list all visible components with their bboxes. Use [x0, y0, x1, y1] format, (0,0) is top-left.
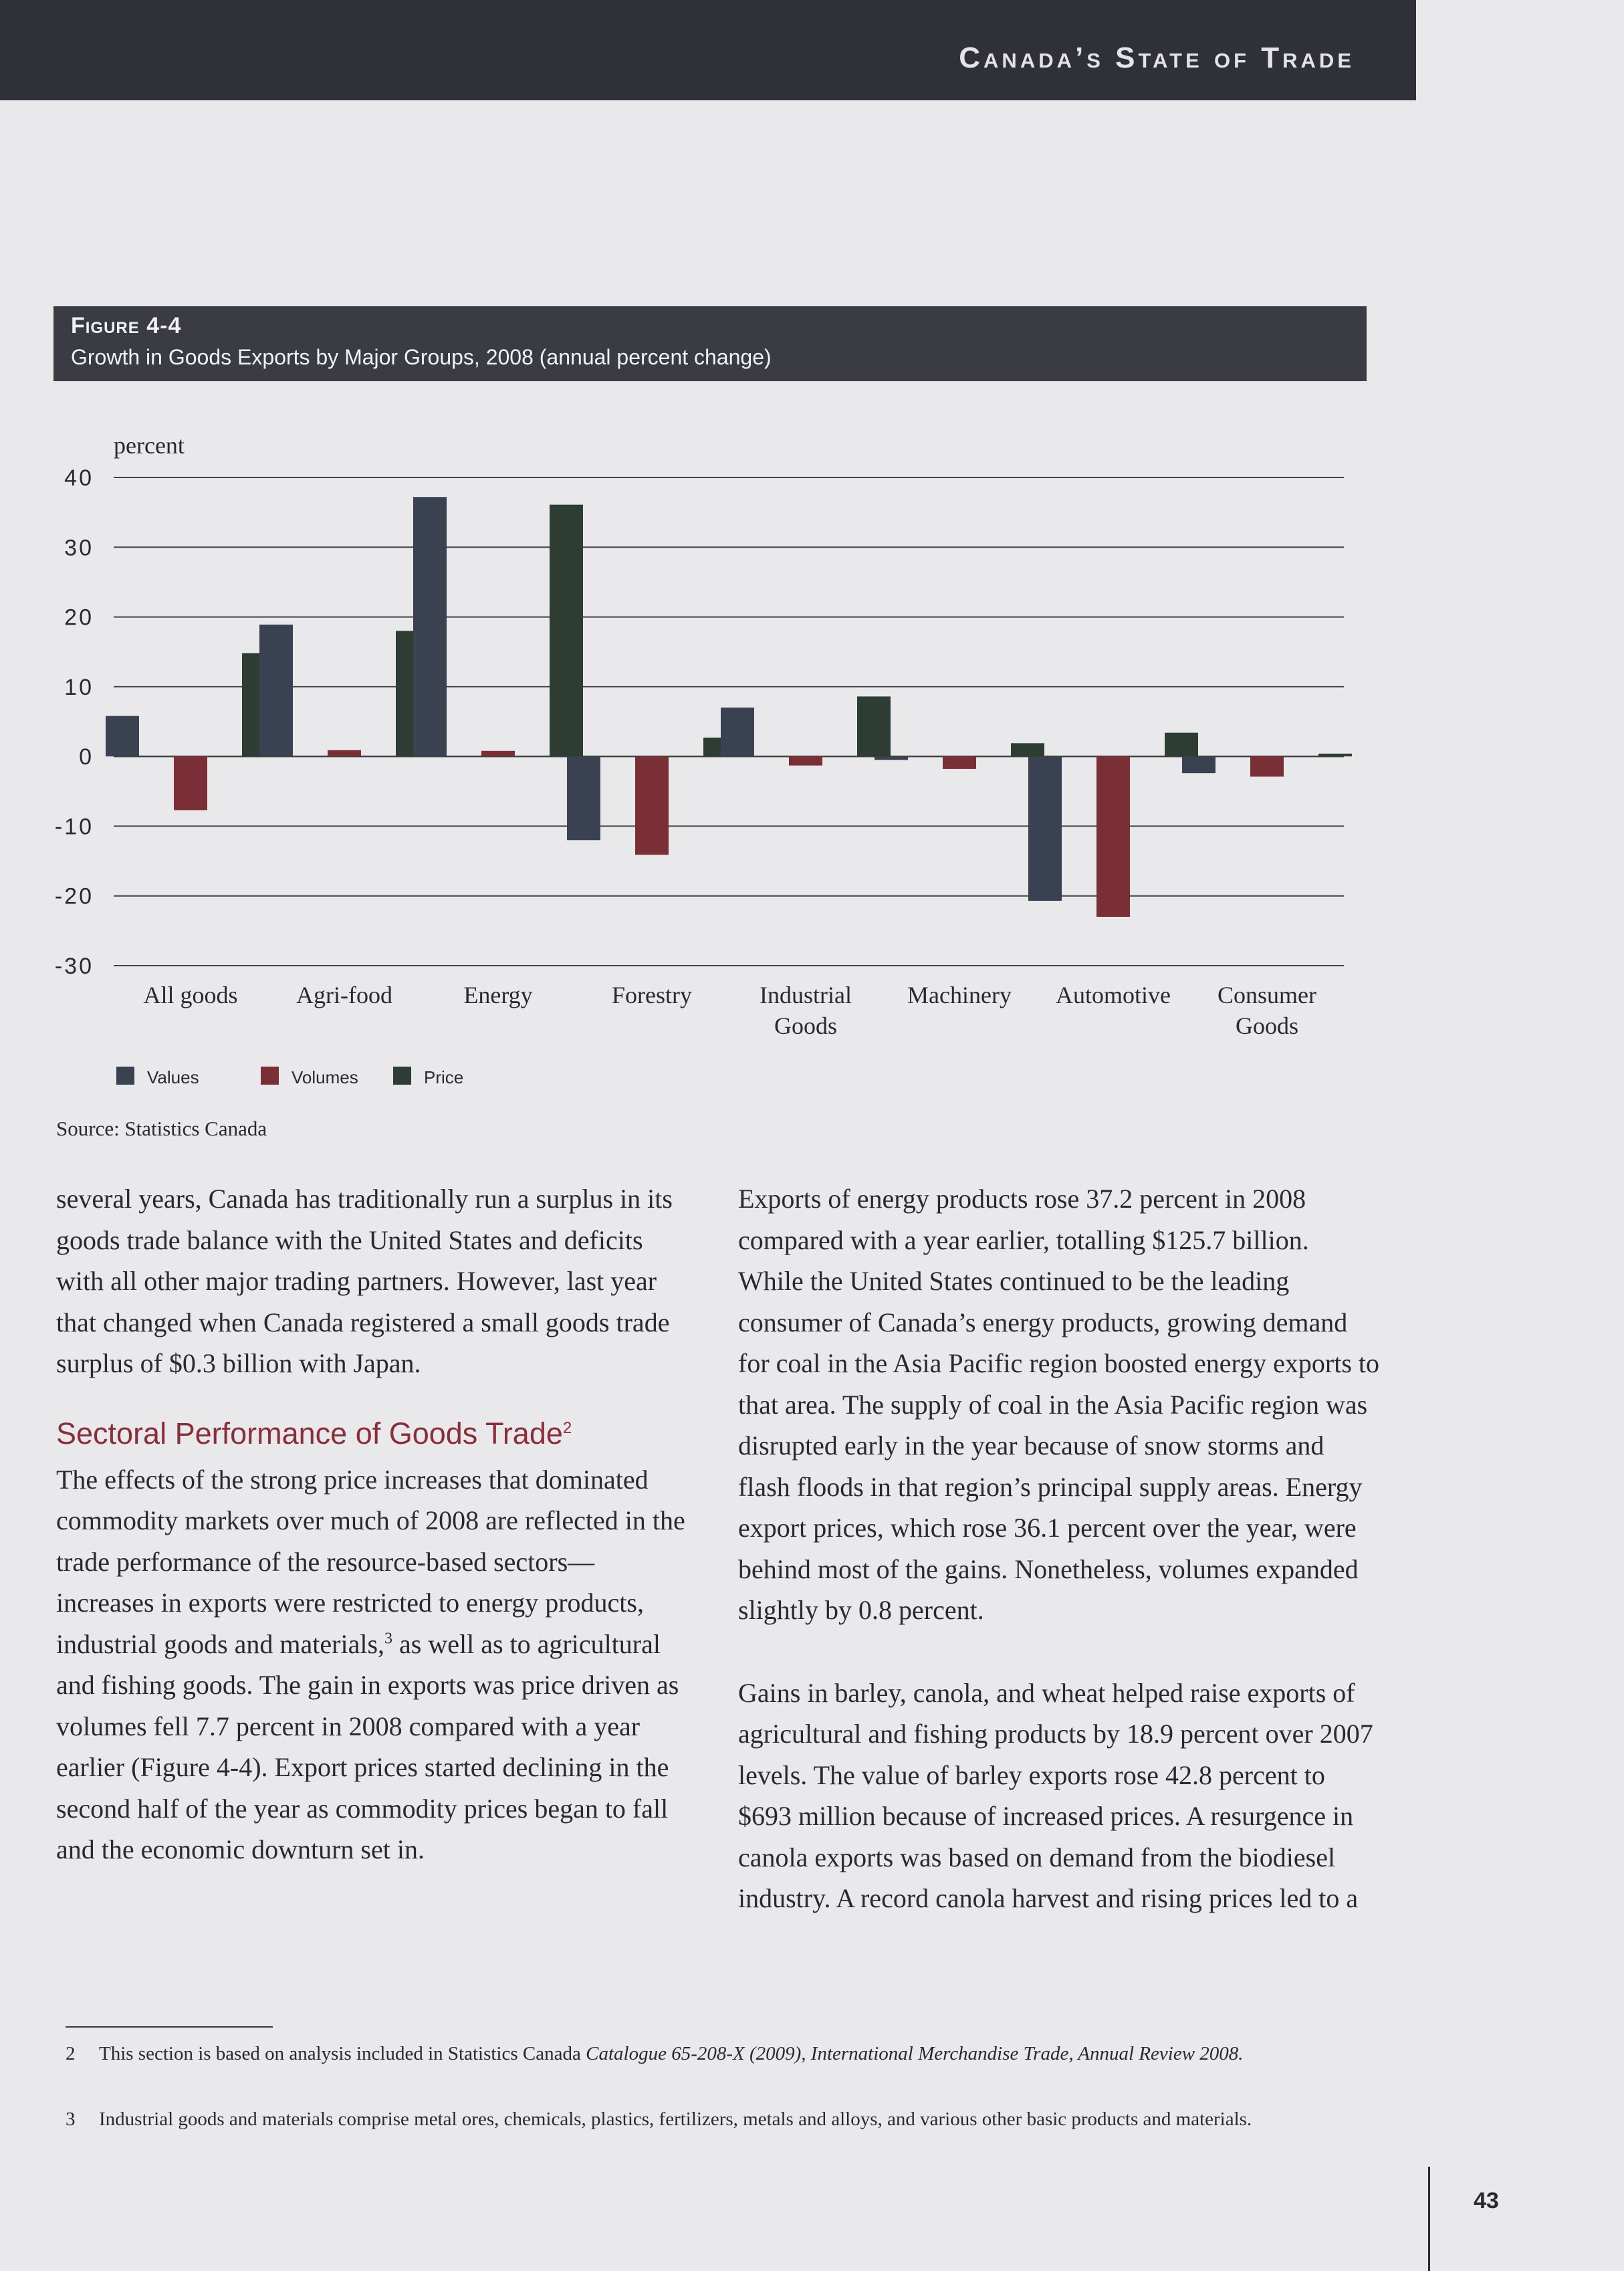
footnote-ref: 2: [562, 1418, 572, 1437]
bar-values: [1028, 756, 1062, 901]
bar-values: [721, 708, 754, 756]
bar-volumes: [1096, 756, 1130, 917]
bar-volumes: [943, 756, 976, 769]
body-paragraph: Gains in barley, canola, and wheat helped raise exports of agricultural and fishing products by 18.9 percent over 2007 levels. The value of barley exports rose 42.8 percent to $693 million because of increased prices. A resurgence in canola exports was based on demand from the biodiesel industry. A record canola harvest and rising prices led to a: [738, 1677, 1373, 1913]
figure-title-box: [53, 306, 1367, 381]
running-header: Canada’s State of Trade: [959, 41, 1355, 74]
y-tick-label: -10: [54, 814, 94, 840]
bar-price: [1011, 743, 1044, 756]
bar-price: [857, 696, 891, 756]
legend-swatch: [261, 1067, 279, 1085]
legend-swatch: [116, 1067, 134, 1085]
body-paragraph: The effects of the strong price increases that dominated commodity markets over much of 2008 are reflected in the trade performance of the resource-based sectors—increases in exports were restricted to energy products, industrial goods and materials,$^3$ as well as to agricultural and fishing goods. The gain in exports was price driven as volumes fell 7.7 percent in 2008 compared with a year earlier (Figure 4-4). Export prices started declining in the second half of the year as commodity prices began to fall and the economic downturn set in.: [56, 1464, 685, 1864]
bar-values: [1182, 756, 1215, 773]
footnote-text: Industrial goods and materials comprise metal ores, chemicals, plastics, fertilizers, metals and alloys, and various other basic products and materials.: [99, 2108, 1252, 2130]
x-tick-label: Energy: [463, 982, 533, 1008]
y-tick-label: 40: [64, 465, 94, 491]
legend-label: Price: [424, 1067, 464, 1087]
x-tick-label: All goods: [143, 982, 238, 1008]
footnote-number: 3: [66, 2108, 76, 2130]
bar-price: [550, 505, 583, 756]
x-tick-label: Agri-food: [296, 982, 392, 1008]
figure-source: Source: Statistics Canada: [56, 1117, 267, 1140]
x-tick-label: Machinery: [907, 982, 1012, 1008]
figure-title: Growth in Goods Exports by Major Groups, 2008 (annual percent change): [71, 345, 772, 369]
bar-price: [1318, 754, 1352, 756]
y-tick-label: 10: [64, 674, 94, 700]
footnote-divider: [66, 2026, 273, 2028]
y-tick-label: 0: [79, 744, 94, 770]
footnote-text: This section is based on analysis included in Statistics Canada Catalogue 65-208-X (2009), International Merchandise Trade, Annual Review 2008.: [99, 2043, 1244, 2064]
x-tick-label: Automotive: [1056, 982, 1171, 1008]
page-number: 43: [1474, 2188, 1499, 2213]
x-tick-label: Industrial Goods: [760, 982, 852, 1039]
bar-values: [106, 716, 139, 756]
y-tick-label: 30: [64, 535, 94, 561]
page-number-rule: [1428, 2167, 1430, 2271]
bar-values: [875, 756, 908, 760]
body-paragraph: several years, Canada has traditionally run a surplus in its goods trade balance with the United States and deficits with all other major trading partners. However, last year that changed when Canada registered a small goods trade surplus of $0.3 billion with Japan.: [56, 1184, 673, 1378]
legend-swatch: [393, 1067, 411, 1085]
bar-values: [259, 625, 293, 756]
bar-volumes: [635, 756, 669, 855]
y-tick-label: -20: [54, 883, 94, 909]
bar-chart: [0, 401, 1624, 1117]
bar-volumes: [481, 751, 515, 756]
bar-volumes: [328, 750, 361, 756]
bar-values: [567, 756, 600, 840]
bar-price: [1165, 733, 1198, 756]
bar-values: [413, 497, 447, 756]
x-tick-label: Consumer Goods: [1217, 982, 1316, 1039]
bar-volumes: [1250, 756, 1284, 776]
section-heading: Sectoral Performance of Goods Trade$^2$: [56, 1416, 572, 1450]
body-column-right: [738, 1178, 1380, 1919]
top-banner: [0, 0, 1416, 100]
legend-label: Values: [147, 1067, 199, 1087]
bar-volumes: [174, 756, 207, 810]
y-tick-label: -30: [54, 954, 94, 979]
body-paragraph: Exports of energy products rose 37.2 percent in 2008 compared with a year earlier, totalling $125.7 billion. While the United States continued to be the leading consumer of Canada’s energy products, growing demand for coal in the Asia Pacific region boosted energy exports to that area. The supply of coal in the Asia Pacific region was disrupted early in the year because of snow storms and flash floods in that region’s principal supply areas. Energy export prices, which rose 36.1 percent over the year, were behind most of the gains. Nonetheless, volumes expanded slightly by 0.8 percent.: [738, 1184, 1380, 1625]
y-axis-label: percent: [114, 432, 185, 459]
y-tick-label: 20: [64, 605, 94, 631]
legend-label: Volumes: [292, 1067, 358, 1087]
footnote-ref: 3: [384, 1630, 393, 1648]
x-tick-label: Forestry: [612, 982, 692, 1008]
body-column-left: [56, 1178, 691, 1870]
bar-volumes: [789, 756, 822, 766]
figure-label: Figure 4-4: [71, 313, 182, 338]
footnote-number: 2: [66, 2043, 76, 2064]
